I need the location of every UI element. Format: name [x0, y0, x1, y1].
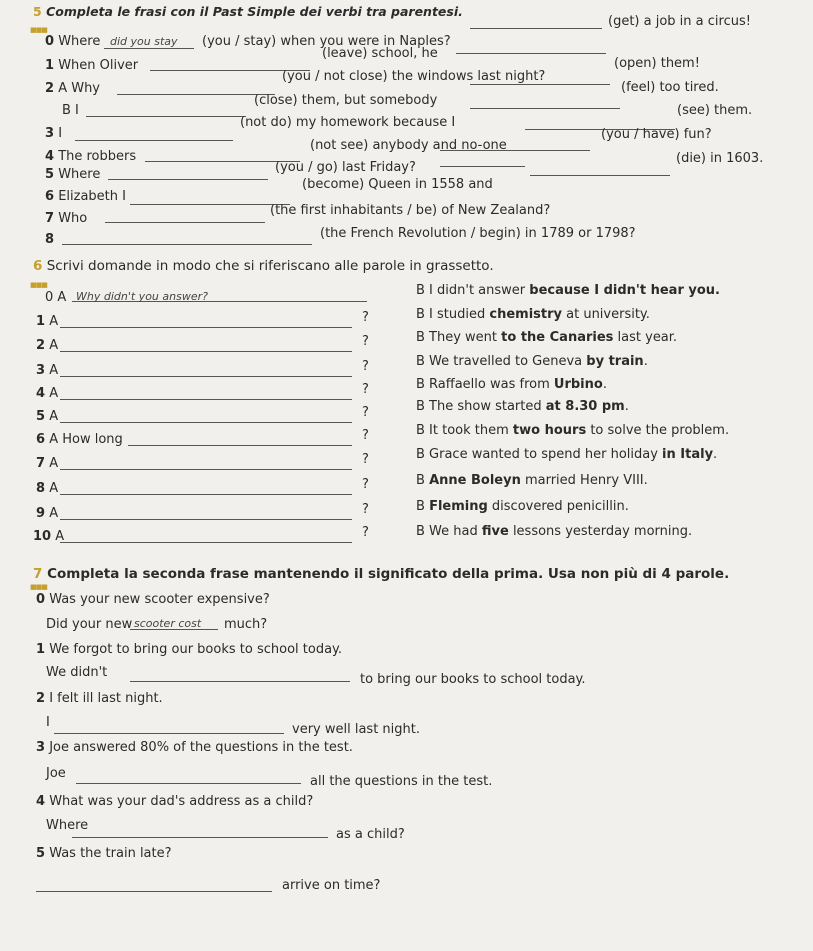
exercise-5-title: Completa le frasi con il Past Simple dei verbi tra parentesi.: [46, 4, 463, 19]
ex6-item4-question-mark: ?: [362, 382, 369, 397]
ex5-row3-start: 3 I: [45, 126, 63, 141]
ex6-item7-answer-sentence: B Grace wanted to spend her holiday in Italy.: [416, 447, 718, 462]
exercise-5-number: 5: [33, 4, 42, 19]
ex6-item6-answer-line[interactable]: [128, 445, 352, 446]
ex6-item7-answer-line[interactable]: [60, 469, 352, 470]
ex5-row6-answer-line[interactable]: [130, 204, 290, 205]
ex7-item4-sentence: 4 What was your dad's address as a child?: [36, 794, 314, 809]
ex6-item6-answer-sentence: B It took them two hours to solve the problem.: [416, 423, 730, 438]
ex6-item8-question-prompt: 8 A: [36, 481, 59, 496]
ex5-row5-answer-line-2[interactable]: [440, 166, 525, 167]
ex5-row0-verb: (you / stay) when you were in Naples?: [202, 34, 451, 49]
ex6-item3-answer-line[interactable]: [60, 376, 352, 377]
ex7-item0-answer: scooter cost: [134, 617, 202, 630]
ex5-row0-start: 0 Where: [45, 34, 101, 49]
ex6-item1-question-prompt: 1 A: [36, 314, 59, 329]
ex5-row2b-answer-line-2[interactable]: [470, 108, 620, 109]
ex6-item4-question-prompt: 4 A: [36, 386, 59, 401]
ex5-row8-verb: (the French Revolution / begin) in 1789 or 1798?: [320, 226, 636, 241]
exercise-7-number: 7: [33, 566, 43, 582]
ex7-item3-post: all the questions in the test.: [310, 774, 493, 789]
ex6-item5-question-mark: ?: [362, 405, 369, 420]
ex6-item2-question-prompt: 2 A: [36, 338, 59, 353]
ex7-item3-sentence: 3 Joe answered 80% of the questions in the test.: [36, 740, 353, 755]
ex5-row1-start: 1 When Oliver: [45, 58, 139, 73]
ex7-item3-answer-line[interactable]: [76, 783, 301, 784]
ex6-item6-question-prompt: 6 A How long: [36, 432, 123, 447]
ex5-row5-answer-line-3[interactable]: [530, 175, 670, 176]
ex7-item5-answer-line[interactable]: [36, 891, 272, 892]
ex5-row1-answer-line-2[interactable]: [456, 53, 606, 54]
ex5-row4-answer-line-2[interactable]: [440, 150, 590, 151]
ex7-item1-post: to bring our books to school today.: [360, 672, 586, 687]
ex5-row2b-answer-line[interactable]: [86, 116, 246, 117]
ex6-item10-question-prompt: 10 A: [33, 529, 65, 544]
ex7-item2-sentence: 2 I felt ill last night.: [36, 691, 163, 706]
ex7-item4-post: as a child?: [336, 827, 405, 842]
ex6-example-answer: Why didn't you answer?: [76, 290, 208, 303]
ex5-row1-tail: (open) them!: [614, 56, 700, 71]
ex6-item8-answer-line[interactable]: [60, 494, 352, 495]
exercise-5-heading: [33, 4, 463, 19]
ex5-row0-answer: did you stay: [110, 35, 178, 48]
ex5-row3-tail: (you / have) fun?: [601, 127, 712, 142]
ex5-row2a-verb: (you / not close) the windows last night?: [282, 69, 546, 84]
ex6-item10-answer-sentence: B We had five lessons yesterday morning.: [416, 524, 693, 539]
ex7-item5-post: arrive on time?: [282, 878, 381, 893]
ex7-item3-pre: Joe: [46, 766, 66, 781]
ex6-item5-question-prompt: 5 A: [36, 409, 59, 424]
ex6-example-a: 0 A: [45, 290, 67, 305]
ex7-item0-post: much?: [224, 617, 268, 632]
ex6-item9-answer-line[interactable]: [60, 519, 352, 520]
ex5-row3-answer-line[interactable]: [75, 140, 233, 141]
ex7-item5-sentence: 5 Was the train late?: [36, 846, 172, 861]
ex5-row6-start: 6 Elizabeth I: [45, 189, 126, 204]
ex5-row7-start: 7 Who: [45, 211, 88, 226]
exercise-6-title: Scrivi domande in modo che si riferiscano alle parole in grassetto.: [46, 258, 494, 274]
ex5-row4-start: 4 The robbers: [45, 149, 137, 164]
ex5-row7-verb: (the first inhabitants / be) of New Zealand?: [270, 203, 551, 218]
ex6-item6-question-mark: ?: [362, 428, 369, 443]
ex5-row4-tail: (die) in 1603.: [676, 151, 764, 166]
ex5-row4-verb: (not see) anybody and no-one: [310, 138, 507, 153]
ex7-item0-sentence: 0 Was your new scooter expensive?: [36, 592, 270, 607]
ex6-item8-answer-sentence: B Anne Boleyn married Henry VIII.: [416, 473, 648, 488]
ex6-item1-question-mark: ?: [362, 310, 369, 325]
ex6-item3-question-prompt: 3 A: [36, 363, 59, 378]
ex7-item4-answer-line[interactable]: [72, 837, 328, 838]
ex5-row8-start: 8: [45, 232, 55, 247]
ex5-row5-start: 5 Where: [45, 167, 101, 182]
ex6-item10-question-mark: ?: [362, 525, 369, 540]
difficulty-dots-6: ■■■: [30, 281, 47, 289]
ex6-item9-question-mark: ?: [362, 502, 369, 517]
ex5-row2a-start: 2 A Why: [45, 81, 100, 96]
ex7-item2-answer-line[interactable]: [54, 733, 284, 734]
ex7-item4-pre: Where: [46, 818, 89, 833]
ex5-row7-answer-line[interactable]: [105, 222, 265, 223]
ex6-item2-answer-line[interactable]: [60, 351, 352, 352]
ex6-item7-question-prompt: 7 A: [36, 456, 59, 471]
ex5-row2b-start: B I: [62, 103, 79, 118]
ex6-item2-question-mark: ?: [362, 334, 369, 349]
ex7-item2-pre: I: [46, 715, 50, 730]
exercise-6-number: 6: [33, 258, 43, 274]
ex6-item4-answer-line[interactable]: [60, 399, 352, 400]
ex6-item3-answer-sentence: B We travelled to Geneva by train.: [416, 354, 648, 369]
ex7-item1-pre: We didn't: [46, 665, 108, 680]
ex5-row0-tail: (get) a job in a circus!: [608, 14, 751, 29]
ex7-item1-sentence: 1 We forgot to bring our books to school today.: [36, 642, 343, 657]
ex6-item4-answer-sentence: B Raffaello was from Urbino.: [416, 377, 607, 392]
ex5-row2a-answer-line-2[interactable]: [470, 84, 610, 85]
ex6-item5-answer-sentence: B The show started at 8.30 pm.: [416, 399, 629, 414]
ex5-row5-verb: (you / go) last Friday?: [275, 160, 416, 175]
ex6-item10-answer-line[interactable]: [60, 542, 352, 543]
ex7-item1-answer-line[interactable]: [130, 681, 350, 682]
ex6-item2-answer-sentence: B They went to the Canaries last year.: [416, 330, 678, 345]
exercise-6-heading: [33, 258, 494, 274]
exercise-7-title: Completa la seconda frase mantenendo il significato della prima. Usa non più di 4 parole.: [47, 566, 730, 582]
ex6-item8-question-mark: ?: [362, 477, 369, 492]
ex5-row8-answer-line[interactable]: [62, 244, 312, 245]
ex6-example-b: B I didn't answer because I didn't hear you.: [416, 283, 720, 298]
ex5-row2a-tail: (feel) too tired.: [621, 80, 719, 95]
difficulty-dots: ■■■: [30, 26, 47, 34]
difficulty-dots-7: ■■■: [30, 583, 47, 591]
ex6-item5-answer-line[interactable]: [60, 422, 352, 423]
ex5-row5-answer-line[interactable]: [108, 179, 268, 180]
exercise-7-heading: [33, 566, 729, 582]
ex5-row2a-answer-line[interactable]: [117, 94, 275, 95]
ex5-row2b-tail: (see) them.: [677, 103, 753, 118]
ex7-item2-post: very well last night.: [292, 722, 421, 737]
ex6-item9-answer-sentence: B Fleming discovered penicillin.: [416, 499, 629, 514]
ex6-item7-question-mark: ?: [362, 452, 369, 467]
ex5-row1-verb: (leave) school, he: [322, 46, 438, 61]
ex5-row2b-verb: (close) them, but somebody: [254, 93, 438, 108]
ex5-row6-verb: (become) Queen in 1558 and: [302, 177, 493, 192]
ex6-item9-question-prompt: 9 A: [36, 506, 59, 521]
ex7-item0-pre: Did your new: [46, 617, 133, 632]
ex6-item3-question-mark: ?: [362, 359, 369, 374]
ex5-row3-verb: (not do) my homework because I: [240, 115, 456, 130]
ex6-item1-answer-sentence: B I studied chemistry at university.: [416, 307, 650, 322]
ex5-row0-answer-line-2[interactable]: [470, 28, 602, 29]
ex6-item1-answer-line[interactable]: [60, 327, 352, 328]
ex5-row0-answer-line[interactable]: [104, 48, 194, 49]
